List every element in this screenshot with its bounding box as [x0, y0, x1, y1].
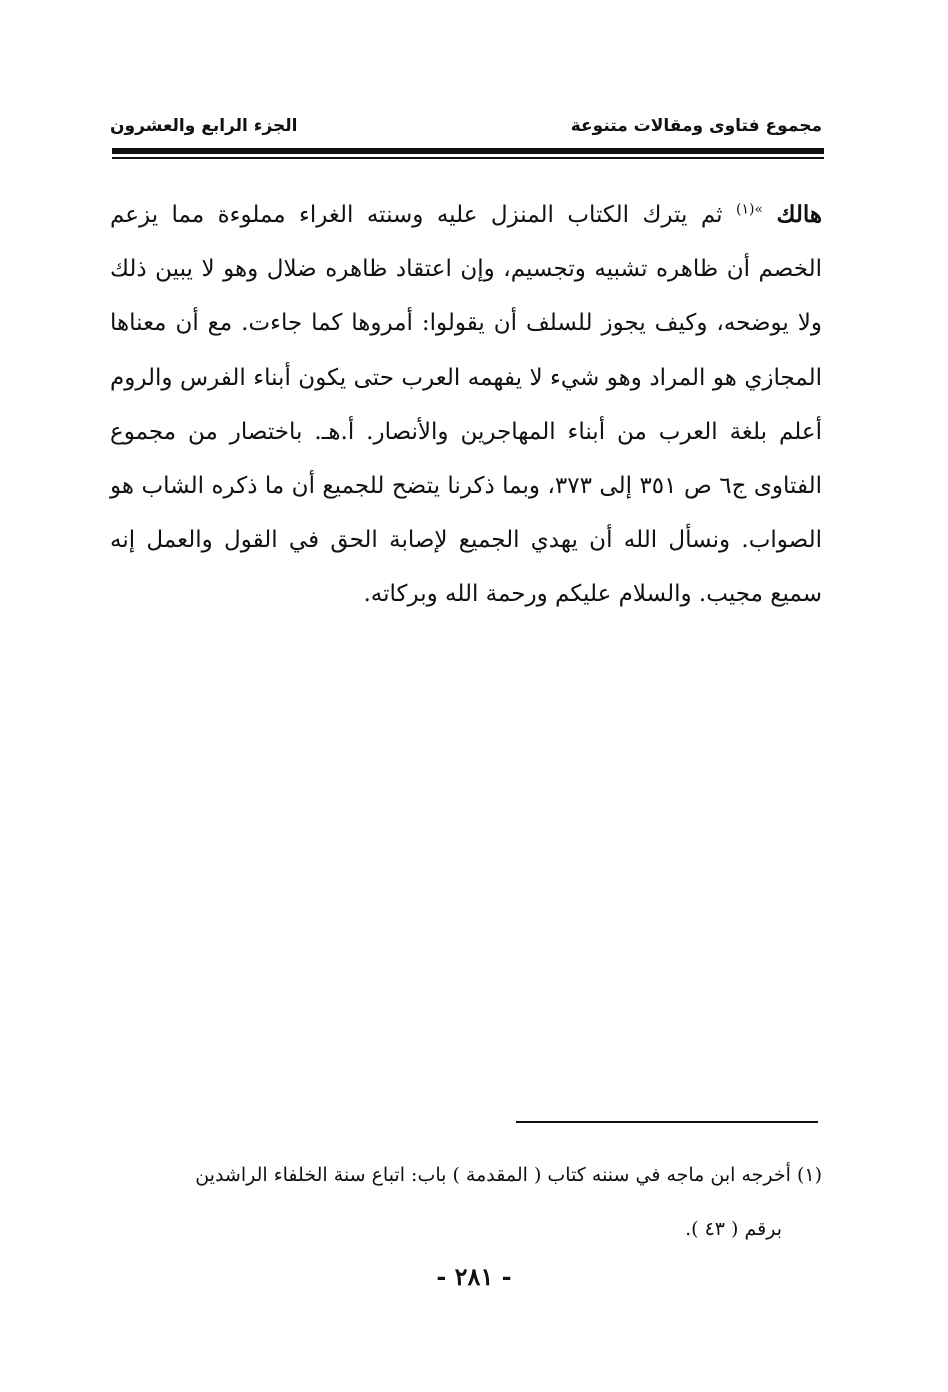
header-rule-thin	[112, 157, 824, 159]
paragraph-text: ثم يترك الكتاب المنزل عليه وسنته الغراء مملوءة مما يزعم الخصم أن ظاهره تشبيه وتجسيم، وإن اعتقاد ظاهره ضلال وهو لا يبين ذلك ولا يوضحه، وكيف يجوز للسلف أن يقولوا: أمروها كما جاءت. مع أن معناها المجازي هو المراد وهو شيء لا يفهمه العرب حتى يكون أبناء الفرس والروم أعلم بلغة العرب من أبناء المهاجرين والأنصار. أ.هـ. باختصار من مجموع الفتاوى ج٦ ص ٣٥١ إلى ٣٧٣، وبما ذكرنا يتضح للجميع أن ما ذكره الشاب هو الصواب. ونسأل الله أن يهدي الجميع لإصابة الحق في القول والعمل إنه سميع مجيب. والسلام عليكم ورحمة الله وبركاته.	[110, 202, 822, 608]
footnote-line-2: برقم ( ٤٣ ).	[685, 1218, 782, 1240]
book-title: مجموع فتاوى ومقالات متنوعة	[570, 116, 822, 136]
volume-title: الجزء الرابع والعشرون	[110, 116, 298, 136]
footnote-reference: »(١)	[736, 201, 764, 218]
footnote-separator	[516, 1121, 818, 1123]
footnote-line-1: (١) أخرجه ابن ماجه في سننه كتاب ( المقدمة ) باب: اتباع سنة الخلفاء الراشدين	[195, 1164, 822, 1186]
header-rule-thick	[112, 148, 824, 154]
running-header	[110, 112, 822, 142]
main-text	[110, 188, 822, 622]
lead-word: هالك	[776, 201, 823, 228]
page-number: - ٢٨١ -	[436, 1262, 512, 1291]
footnote	[110, 1148, 822, 1256]
